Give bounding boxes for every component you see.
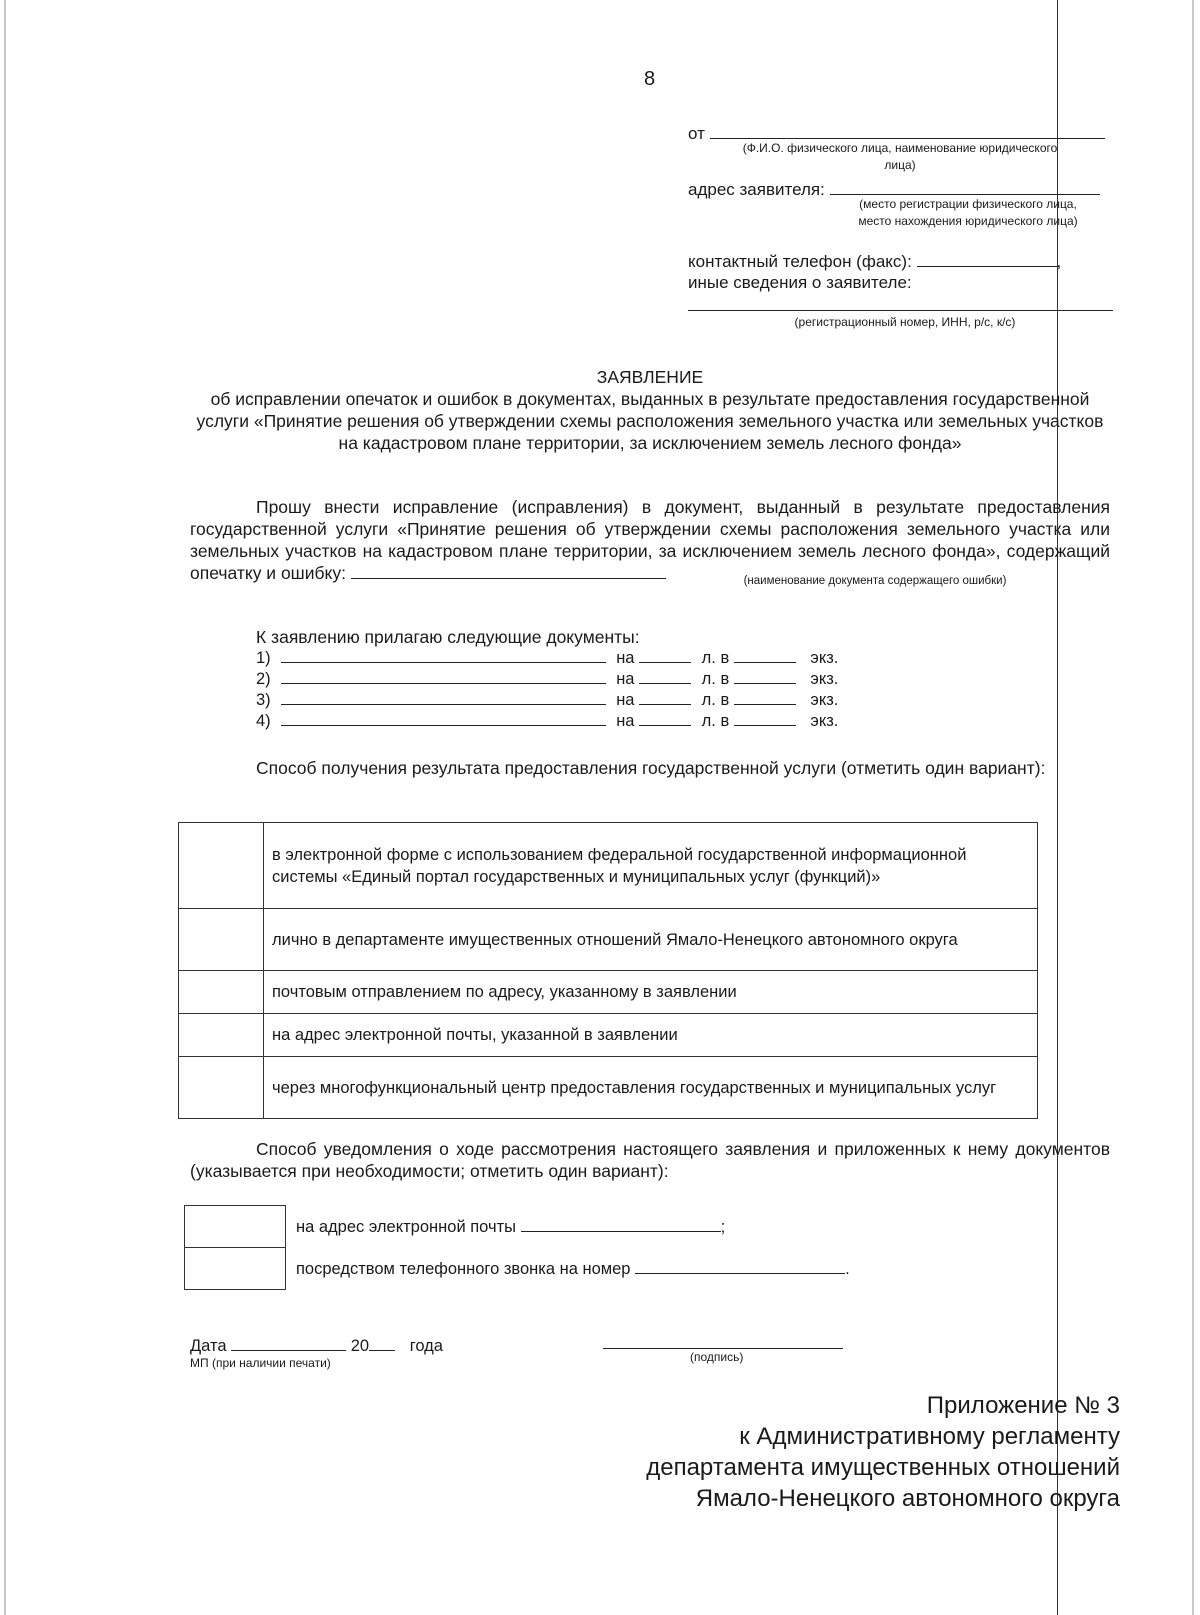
notification-option-cell: на адрес электронной почты ;	[296, 1217, 726, 1236]
phone-number-field[interactable]	[635, 1259, 845, 1274]
attachment-copies-field[interactable]	[734, 690, 796, 705]
phone-comma: ,	[1056, 252, 1062, 271]
scan-edge-right	[1192, 0, 1194, 1615]
delivery-option-label: почтовым отправлением по адресу, указанному в заявлении	[264, 971, 1038, 1014]
address-field[interactable]	[830, 180, 1100, 195]
delivery-option-row	[179, 1057, 1038, 1119]
email-field[interactable]	[521, 1217, 721, 1232]
date-field[interactable]	[231, 1336, 346, 1351]
page-number: 8	[644, 68, 656, 90]
scan-fold-line	[1057, 0, 1058, 1615]
attachment-name-field[interactable]	[281, 669, 606, 684]
delivery-option-label: лично в департаменте имущественных отношений Ямало-Ненецкого автономного округа	[264, 909, 1038, 971]
delivery-option-checkbox[interactable]	[179, 1014, 264, 1057]
statement-heading: ЗАЯВЛЕНИЕ	[596, 367, 704, 387]
attachment-name-field[interactable]	[281, 690, 606, 705]
request-paragraph	[190, 496, 1110, 584]
delivery-intro: Способ получения результата предоставления государственной услуги (отметить один вариант):	[256, 758, 1046, 778]
other-field[interactable]	[688, 296, 1113, 311]
delivery-option-checkbox[interactable]	[179, 909, 264, 971]
appendix-line: к Административному регламенту	[739, 1423, 1120, 1450]
notification-option-row	[185, 1206, 858, 1248]
delivery-option-label: через многофункциональный центр предоставления государственных и муниципальных услуг	[264, 1057, 1038, 1119]
delivery-options-table	[178, 822, 1038, 1119]
phone-row	[688, 252, 1061, 272]
attachments-intro: К заявлению прилагаю следующие документы:	[256, 627, 640, 647]
stamp-note: МП (при наличии печати)	[190, 1356, 331, 1370]
attachment-copies-field[interactable]	[734, 711, 796, 726]
delivery-option-row	[179, 909, 1038, 971]
delivery-option-label: на адрес электронной почты, указанной в заявлении	[264, 1014, 1038, 1057]
notification-option-label: посредством телефонного звонка на номер	[296, 1259, 631, 1278]
year-suffix: года	[409, 1337, 443, 1355]
statement-subject: об исправлении опечаток и ошибок в документах, выданных в результате предоставления государственной услуги «Принятие решения об утверждении схемы расположения земельного участка или земельных участков на кадастровом плане территории, за исключением земель лесного фонда»	[196, 389, 1104, 453]
request-caption: (наименование документа содержащего ошибки)	[743, 575, 1007, 587]
attachment-name-field[interactable]	[281, 648, 606, 663]
from-field[interactable]	[710, 124, 1105, 139]
appendix-line: Приложение № 3	[926, 1392, 1120, 1419]
other-caption: (регистрационный номер, ИНН, р/с, к/с)	[794, 315, 1016, 329]
notification-option-checkbox[interactable]	[185, 1206, 286, 1248]
delivery-option-checkbox[interactable]	[179, 823, 264, 909]
other-label: иные сведения о заявителе:	[688, 273, 912, 292]
phone-label: контактный телефон (факс):	[688, 252, 912, 271]
attachments-list	[256, 648, 838, 732]
delivery-option-row	[179, 823, 1038, 909]
request-text: Прошу внести исправление (исправления) в документ, выданный в результате предоставления государственной услуги «Принятие решения об утверждении схемы расположения земельного участка или земельных участков на кадастровом плане территории, за исключением земель лесного фонда», содержащий опечатку и ошибку:	[190, 497, 1110, 583]
phone-field[interactable]	[917, 252, 1057, 267]
notification-options-table	[184, 1205, 858, 1290]
notification-intro: Способ уведомления о ходе рассмотрения настоящего заявления и приложенных к нему документов (указывается при необходимости; отметить один вариант):	[190, 1139, 1110, 1181]
delivery-option-row	[179, 1014, 1038, 1057]
date-label: Дата	[190, 1337, 227, 1355]
attachment-name-field[interactable]	[281, 711, 606, 726]
signature-caption: (подпись)	[690, 1350, 744, 1364]
appendix-line: департамента имущественных отношений	[646, 1454, 1120, 1481]
attachment-row: 1) на л. в экз.	[256, 649, 839, 667]
appendix-block	[646, 1390, 1120, 1514]
signature-field[interactable]	[603, 1334, 843, 1349]
date-row	[190, 1336, 443, 1356]
notification-option-label: на адрес электронной почты	[296, 1217, 517, 1236]
attachment-row: 2) на л. в экз.	[256, 670, 839, 688]
delivery-option-checkbox[interactable]	[179, 1057, 264, 1119]
attachment-sheets-field[interactable]	[639, 711, 691, 726]
notification-option-checkbox[interactable]	[185, 1248, 286, 1290]
scan-edge-left	[4, 0, 6, 1615]
attachment-row: 3) на л. в экз.	[256, 691, 839, 709]
from-label: от	[688, 124, 705, 143]
notification-option-row	[185, 1248, 858, 1290]
attachment-row: 4) на л. в экз.	[256, 712, 839, 730]
delivery-option-row	[179, 971, 1038, 1014]
year-prefix: 20	[350, 1337, 370, 1355]
attachment-sheets-field[interactable]	[639, 648, 691, 663]
appendix-line: Ямало-Ненецкого автономного округа	[695, 1485, 1120, 1512]
attachment-copies-field[interactable]	[734, 669, 796, 684]
address-label: адрес заявителя:	[688, 180, 825, 199]
address-caption: (место регистрации физического лица, место нахождения юридического лица)	[858, 197, 1078, 228]
delivery-option-label: в электронной форме с использованием федеральной государственной информационной системы «Единый портал государственных и муниципальных услуг (функций)»	[264, 823, 1038, 909]
attachment-sheets-field[interactable]	[639, 690, 691, 705]
delivery-option-checkbox[interactable]	[179, 971, 264, 1014]
attachment-copies-field[interactable]	[734, 648, 796, 663]
year-field[interactable]	[369, 1336, 395, 1351]
attachment-sheets-field[interactable]	[639, 669, 691, 684]
from-caption: (Ф.И.О. физического лица, наименование юридического лица)	[742, 141, 1058, 172]
document-name-field[interactable]	[351, 564, 666, 579]
notification-option-cell: посредством телефонного звонка на номер .	[296, 1259, 850, 1278]
